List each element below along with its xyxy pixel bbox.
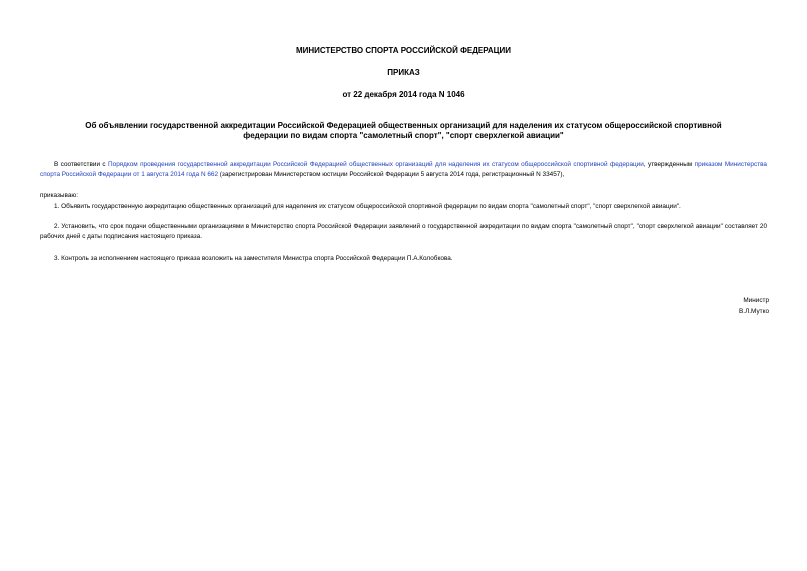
ministry-title: МИНИСТЕРСТВО СПОРТА РОССИЙСКОЙ ФЕДЕРАЦИИ [295, 46, 512, 55]
preamble-text-end: (зарегистрирован Министерством юстиции Российской Федерации 5 августа 2014 года, регистрационный N 33457), [218, 171, 565, 178]
preamble-text-start: В соответствии с [54, 161, 109, 168]
preamble-text-mid: , утвержденным [643, 161, 693, 168]
preamble-paragraph [40, 160, 767, 180]
order-item-2: 2. Установить, что срок подачи общественными организациями в Министерство спорта Российской Федерации заявлений о государственной аккредитации по видам спорта "самолетный спорт", "спорт сверхлегкой авиации" составляет 20 рабочих дней с даты подписания настоящего приказа. [40, 223, 767, 240]
doc-date-number: от 22 декабря 2014 года N 1046 [342, 90, 465, 99]
order-662-link[interactable]: приказом Министерства спорта Российской Федерации от 1 августа 2014 года N 662 [40, 161, 767, 178]
procedure-link[interactable]: Порядком проведения государственной аккредитации Российской Федерацией общественных организаций для наделения их статусом общероссийской спортивной федерации [108, 161, 644, 168]
order-word: приказываю: [40, 192, 78, 199]
doc-subject-line2: федерации по видам спорта "самолетный спорт", "спорт сверхлегкой авиации" [243, 131, 564, 140]
signature-title: Министр [743, 297, 769, 304]
signature-name: В.Л.Мутко [739, 308, 769, 315]
order-item-1: 1. Объявить государственную аккредитацию общественных организаций для наделения их статусом общероссийской спортивной федерации по видам спорта "самолетный спорт", "спорт сверхлегкой авиации". [54, 203, 681, 210]
doc-subject-line1: Об объявлении государственной аккредитации Российской Федерацией общественных организаций для наделения их статусом общероссийской спортивной [85, 121, 722, 130]
order-item-3: 3. Контроль за исполнением настоящего приказа возложить на заместителя Министра спорта Российской Федерации П.А.Колобкова. [54, 255, 453, 262]
signature-block [739, 295, 769, 317]
doc-subject [40, 121, 767, 141]
doc-type: ПРИКАЗ [387, 68, 420, 77]
